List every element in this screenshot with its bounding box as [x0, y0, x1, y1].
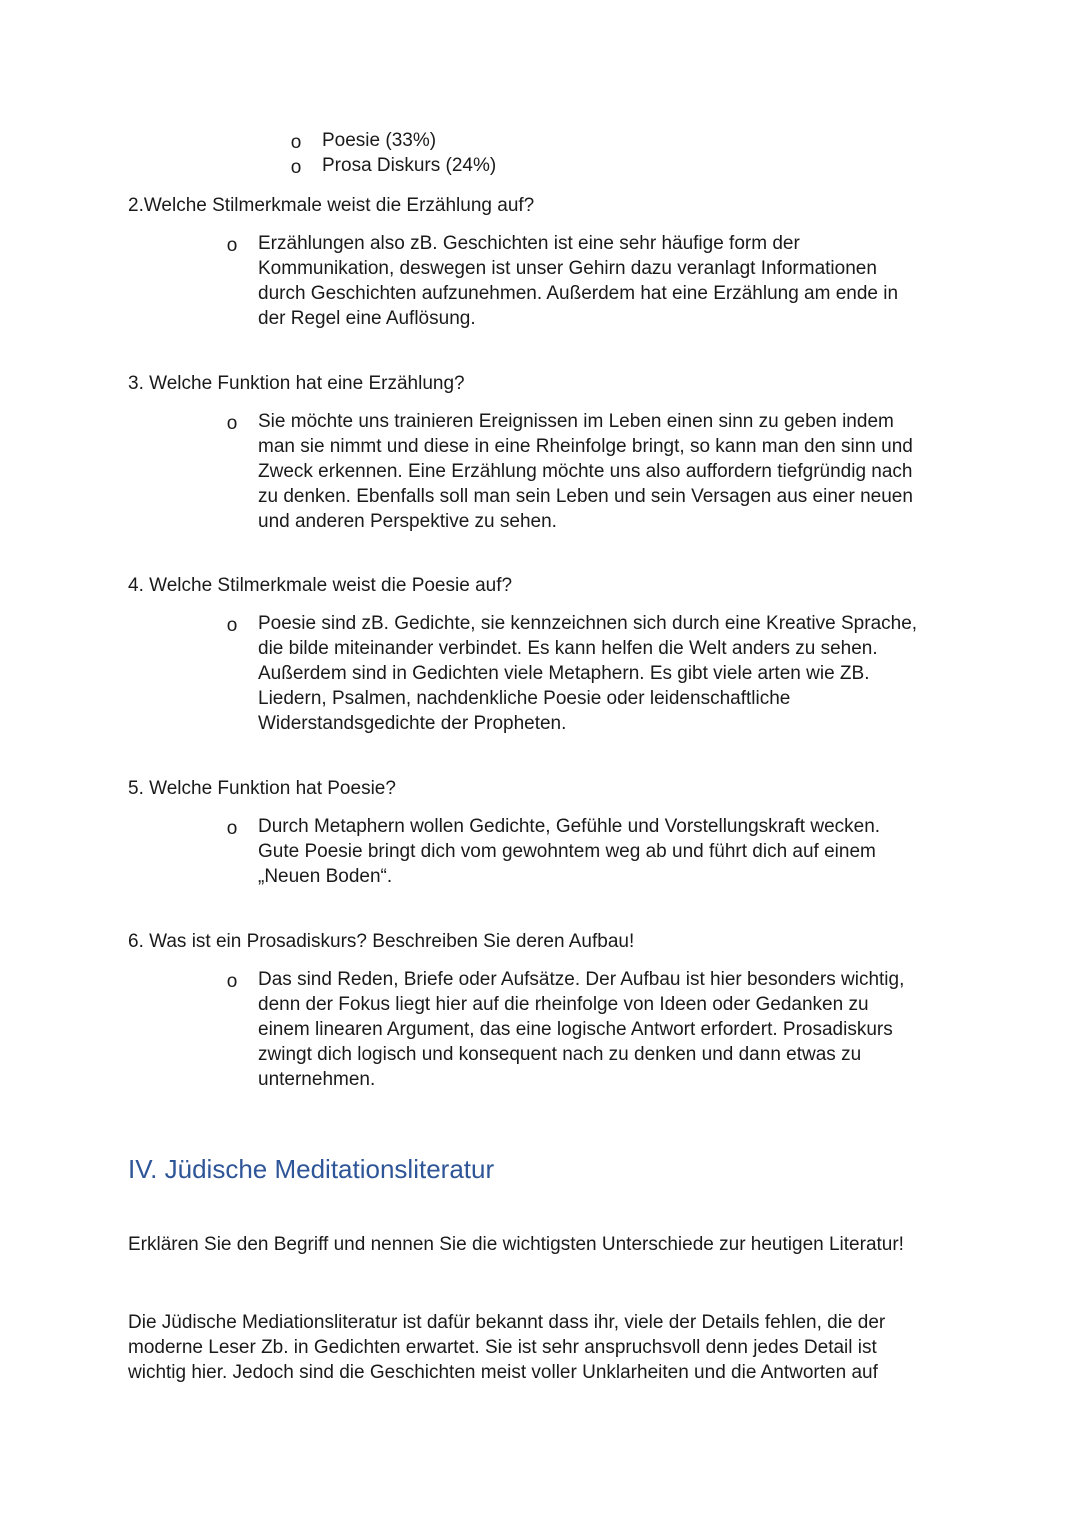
- answer-line: moderne Leser Zb. in Gedichten erwartet. Sie ist sehr anspruchsvoll denn jedes Detail ist: [128, 1337, 877, 1358]
- answer-2: [258, 231, 958, 331]
- question-4: 4. Welche Stilmerkmale weist die Poesie auf?: [128, 575, 513, 596]
- answer-line: Die Jüdische Mediationsliteratur ist dafür bekannt dass ihr, viele der Details fehlen, die der: [128, 1312, 886, 1333]
- answer-line: unternehmen.: [258, 1069, 376, 1090]
- question-6: 6. Was ist ein Prosadiskurs? Beschreiben Sie deren Aufbau!: [128, 931, 635, 952]
- answer-line: durch Geschichten aufzunehmen. Außerdem hat eine Erzählung am ende in: [258, 283, 899, 304]
- answer-line: Erzählungen also zB. Geschichten ist eine sehr häufige form der: [258, 233, 800, 254]
- answer-line: „Neuen Boden“.: [258, 866, 393, 887]
- answer-line: Das sind Reden, Briefe oder Aufsätze. Der Aufbau ist hier besonders wichtig,: [258, 969, 905, 990]
- answer-line: und anderen Perspektive zu sehen.: [258, 511, 557, 532]
- answer-line: denn der Fokus liegt hier auf die rheinfolge von Ideen oder Gedanken zu: [258, 994, 869, 1015]
- answer-line: Außerdem sind in Gedichten viele Metaphern. Es gibt viele arten wie ZB.: [258, 663, 870, 684]
- answer-line: man sie nimmt und diese in eine Rheinfolge bringt, so kann man den sinn und: [258, 436, 913, 457]
- question-3: 3. Welche Funktion hat eine Erzählung?: [128, 373, 465, 394]
- answer-line: Widerstandsgedichte der Propheten.: [258, 713, 567, 734]
- list-bullet: o: [290, 157, 302, 178]
- answer-line: zwingt dich logisch und konsequent nach zu denken und dann etwas zu: [258, 1044, 862, 1065]
- answer-line: Liedern, Psalmen, nachdenkliche Poesie oder leidenschaftliche: [258, 688, 791, 709]
- answer-bullet: o: [226, 413, 238, 434]
- question-2: 2.Welche Stilmerkmale weist die Erzählung auf?: [128, 195, 535, 216]
- section-question: Erklären Sie den Begriff und nennen Sie die wichtigsten Unterschiede zur heutigen Literatur!: [128, 1234, 904, 1255]
- answer-bullet: o: [226, 971, 238, 992]
- answer-3: [258, 409, 958, 534]
- answer-line: Kommunikation, deswegen ist unser Gehirn dazu veranlagt Informationen: [258, 258, 877, 279]
- answer-4: [258, 611, 958, 736]
- answer-bullet: o: [226, 818, 238, 839]
- answer-6: [258, 967, 958, 1092]
- answer-line: Zweck erkennen. Eine Erzählung möchte uns also auffordern tiefgründig nach: [258, 461, 913, 482]
- answer-line: wichtig hier. Jedoch sind die Geschichten meist voller Unklarheiten und die Antworten auf: [128, 1362, 878, 1383]
- question-5: 5. Welche Funktion hat Poesie?: [128, 778, 396, 799]
- answer-line: Sie möchte uns trainieren Ereignissen im Leben einen sinn zu geben indem: [258, 411, 894, 432]
- answer-line: die bilde miteinander verbindet. Es kann helfen die Welt anders zu sehen.: [258, 638, 878, 659]
- answer-line: Durch Metaphern wollen Gedichte, Gefühle und Vorstellungskraft wecken.: [258, 816, 881, 837]
- section-answer: [128, 1310, 958, 1385]
- answer-line: einem linearen Argument, das eine logische Antwort erfordert. Prosadiskurs: [258, 1019, 893, 1040]
- list-bullet: o: [290, 132, 302, 153]
- answer-5: [258, 814, 958, 889]
- answer-line: der Regel eine Auflösung.: [258, 308, 476, 329]
- list-item: Prosa Diskurs (24%): [322, 155, 497, 176]
- answer-line: Poesie sind zB. Gedichte, sie kennzeichnen sich durch eine Kreative Sprache,: [258, 613, 918, 634]
- answer-bullet: o: [226, 615, 238, 636]
- answer-line: Gute Poesie bringt dich vom gewohntem weg ab und führt dich auf einem: [258, 841, 876, 862]
- answer-line: zu denken. Ebenfalls soll man sein Leben und sein Versagen aus einer neuen: [258, 486, 913, 507]
- section-heading: IV. Jüdische Meditationsliteratur: [128, 1154, 495, 1184]
- list-item: Poesie (33%): [322, 130, 437, 151]
- answer-bullet: o: [226, 235, 238, 256]
